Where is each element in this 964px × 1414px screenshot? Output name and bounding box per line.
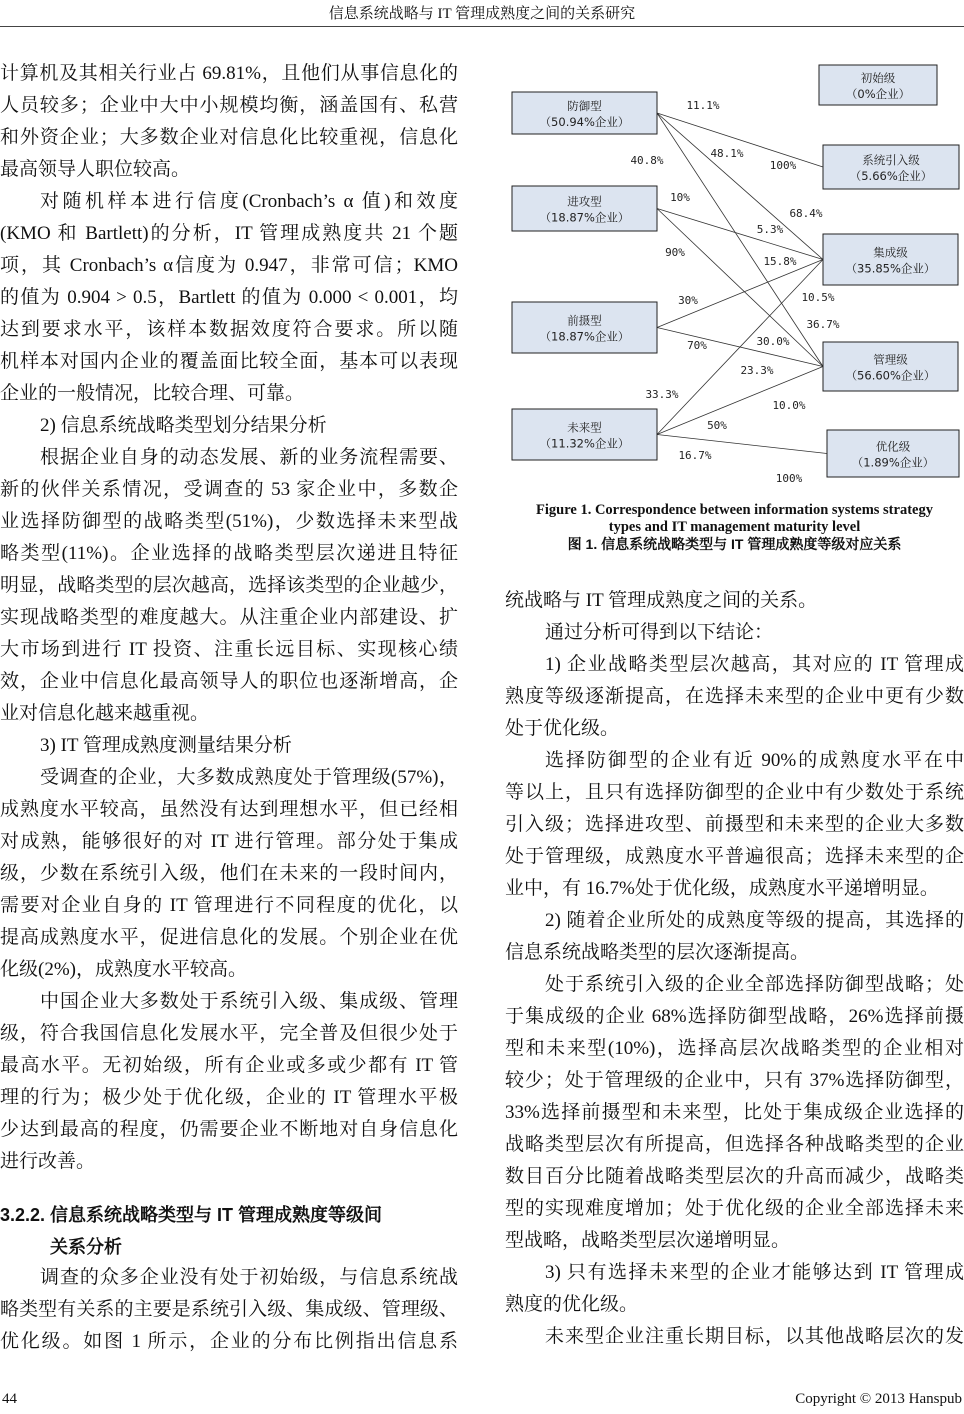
paragraph [505, 1257, 964, 1321]
paragraph [0, 730, 458, 762]
edge-percentage-label: 23.3% [740, 364, 774, 377]
box-name: 进攻型 [567, 194, 602, 209]
strategy-type-box [512, 186, 657, 231]
edge-percentage-label: 10.5% [801, 291, 835, 304]
right-column-body [505, 585, 964, 1353]
box-name: 未来型 [567, 420, 602, 435]
left-column-continued [0, 1262, 458, 1358]
text-line: 进行改善。 [0, 1151, 96, 1172]
edge-percentage-label: 90% [665, 246, 685, 259]
paragraph [505, 585, 964, 617]
box-share: （11.32%企业） [539, 436, 630, 451]
text-line: 业中，有 16.7%处于优化级，成熟度水平递增明显。 [505, 878, 939, 899]
text-line: 型和未来型(10%)，选择高层次战略类型的企业相对 [505, 1038, 964, 1059]
text-line: 和外资企业；大多数企业对信息化比较重视，信息化 [0, 127, 458, 148]
box-name: 管理级 [873, 352, 908, 367]
edge-percentage-label: 16.7% [678, 449, 712, 462]
edge-percentage-label: 30% [678, 294, 698, 307]
text-line: 熟度等级逐渐提高，在选择未来型的企业中更有少数 [505, 686, 964, 707]
box-name: 防御型 [567, 99, 602, 113]
caption-en-line1: Figure 1. Correspondence between information systems strategy [536, 502, 933, 518]
text-line: 人员较多；企业中大中小规模均衡，涵盖国有、私营 [0, 95, 458, 116]
paragraph [505, 617, 964, 649]
box-share: （35.85%企业） [845, 261, 936, 276]
text-line: 最高领导人职位较高。 [0, 159, 191, 180]
text-line: 处于优化级。 [505, 718, 620, 739]
text-line: 新的伙伴关系情况，受调查的 53 家企业中，多数企 [0, 479, 458, 500]
edge-percentage-label: 40.8% [630, 154, 664, 167]
text-line: 略类型(11%)。企业选择的战略类型层次递进且特征 [0, 543, 458, 564]
text-line: 型的实现难度增加；处于优化级的企业全部选择未来 [505, 1198, 964, 1219]
text-line: 对随机样本进行信度(Cronbach’s α 值)和效度 [40, 191, 458, 212]
text-line: 受调查的企业，大多数成熟度处于管理级(57%)， [40, 767, 458, 788]
caption-en-line2: types and IT management maturity level [608, 519, 861, 535]
edge-percentage-label: 11.1% [686, 99, 720, 112]
text-line: 理的行为；极少处于优化级，企业的 IT 管理水平极 [0, 1087, 458, 1108]
relation-edge [657, 209, 823, 367]
text-line: 统战略与 IT 管理成熟度之间的关系。 [505, 590, 818, 611]
text-line: 调查的众多企业没有处于初始级，与信息系统战 [40, 1267, 458, 1288]
section-heading-line2: 关系分析 [50, 1237, 122, 1257]
maturity-level-box [823, 234, 958, 285]
text-line: 企业的一般情况，比较合理、可靠。 [0, 383, 305, 404]
text-line: 项，其 Cronbach’s α信度为 0.947，非常可信；KMO [0, 255, 458, 276]
text-line: 通过分析可得到以下结论： [545, 622, 774, 643]
text-line: 的值为 0.904 > 0.5，Bartlett 的值为 0.000 < 0.001，均 [0, 287, 458, 308]
text-line: 1) 企业战略类型层次越高，其对应的 IT 管理成 [545, 654, 964, 675]
running-head: 信息系统战略与 IT 管理成熟度之间的关系研究 [328, 6, 636, 22]
edge-percentage-label: 70% [687, 339, 707, 352]
page-number: 44 [2, 1391, 17, 1407]
box-share: （56.60%企业） [845, 368, 936, 383]
text-line: 型战略，战略类型层次递增明显。 [505, 1230, 791, 1251]
figure-1-diagram [0, 0, 964, 500]
section-heading-line1: 3.2.2. 信息系统战略类型与 IT 管理成熟度等级间 [0, 1205, 383, 1225]
box-share: （5.66%企业） [849, 169, 933, 183]
box-share: （1.89%企业） [851, 455, 935, 470]
edge-percentage-label: 10% [670, 191, 690, 204]
paragraph [505, 1321, 964, 1353]
text-line: 引入级；选择进攻型、前摄型和未来型的企业大多数 [505, 814, 964, 835]
edge-percentage-label: 33.3% [645, 388, 679, 401]
box-share: （50.94%企业） [539, 115, 630, 129]
box-share: （0%企业） [845, 87, 911, 101]
paragraph [0, 1262, 458, 1358]
edge-percentage-label: 10.0% [772, 399, 806, 412]
text-line: 明显，战略类型的层次越高，选择该类型的企业越少， [0, 575, 458, 596]
text-line: 略类型有关系的主要是系统引入级、集成级、管理级、 [0, 1299, 458, 1320]
figure-caption [505, 502, 964, 553]
edge-percentage-label: 48.1% [710, 147, 744, 160]
text-line: 3) IT 管理成熟度测量结果分析 [40, 735, 292, 756]
text-line: 对成熟，能够很好的对 IT 进行管理。部分处于集成 [0, 831, 458, 852]
maturity-level-box [823, 145, 959, 189]
paragraph [505, 745, 964, 905]
box-name: 系统引入级 [862, 153, 920, 167]
text-line: 业选择防御型的战略类型(51%)，少数选择未来型战 [0, 511, 458, 532]
text-line: 较少；处于管理级的企业中，只有 37%选择防御型， [505, 1070, 964, 1091]
paragraph [505, 905, 964, 969]
text-line: 选择防御型的企业有近 90%的成熟度水平在中 [545, 750, 964, 771]
text-line: 少达到最高的程度，仍需要企业不断地对自身信息化 [0, 1119, 458, 1140]
strategy-type-box [512, 302, 657, 353]
paragraph [0, 986, 458, 1178]
edge-percentage-label: 50% [707, 419, 727, 432]
text-line: 效，企业中信息化最高领导人的职位也逐渐增高，企 [0, 671, 458, 692]
text-line: 优化级。如图 1 所示，企业的分布比例指出信息系 [0, 1331, 458, 1352]
text-line: 机样本对国内企业的覆盖面比较全面，基本可以表现 [0, 351, 458, 372]
edge-percentage-label: 15.8% [763, 255, 797, 268]
box-name: 集成级 [873, 245, 908, 260]
box-share: （18.87%企业） [539, 329, 630, 344]
edge-percentage-label: 30.0% [756, 335, 790, 348]
text-line: 3) 只有选择未来型的企业才能够达到 IT 管理成 [545, 1262, 964, 1283]
edge-percentage-label: 100% [775, 472, 803, 485]
box-name: 前摄型 [567, 313, 602, 328]
edge-percentage-label: 5.3% [756, 223, 784, 236]
edge-percentage-label: 68.4% [789, 207, 823, 220]
text-line: 实现战略类型的难度越大。从注重企业内部建设、扩 [0, 607, 458, 628]
maturity-level-box [819, 65, 937, 105]
strategy-type-box [512, 409, 657, 460]
text-line: 提高成熟度水平，促进信息化的发展。个别企业在优 [0, 927, 458, 948]
text-line: 级，少数在系统引入级，他们在未来的一段时间内， [0, 863, 458, 884]
paragraph [0, 762, 458, 986]
text-line: 达到要求水平，该样本数据效度符合要求。所以随 [0, 319, 458, 340]
box-name: 优化级 [875, 439, 911, 454]
relation-edge [657, 113, 823, 260]
text-line: 处于系统引入级的企业全部选择防御型战略；处 [545, 974, 964, 995]
text-line: 计算机及其相关行业占 69.81%，且他们从事信息化的 [0, 63, 458, 84]
maturity-level-box [827, 430, 959, 477]
text-line: 于集成级的企业 68%选择防御型战略，26%选择前摄 [505, 1006, 964, 1027]
text-line: 最高水平。无初始级，所有企业或多或少都有 IT 管 [0, 1055, 458, 1076]
text-line: 等以上，且只有选择防御型的企业中有少数处于系统 [505, 782, 964, 803]
box-share: （18.87%企业） [539, 210, 630, 225]
text-line: 业对信息化越来越重视。 [0, 703, 210, 724]
text-line: 熟度的优化级。 [505, 1294, 639, 1315]
paragraph [505, 649, 964, 745]
text-line: 33%选择前摄型和未来型，比处于集成级企业选择的 [505, 1102, 964, 1123]
text-line: 成熟度水平较高，虽然没有达到理想水平，但已经相 [0, 799, 458, 820]
text-line: 需要对企业自身的 IT 管理进行不同程度的优化，以 [0, 895, 458, 916]
text-line: 大市场到进行 IT 投资、注重长远目标、实现核心绩 [0, 639, 458, 660]
text-line: 根据企业自身的动态发展、新的业务流程需要、 [40, 447, 458, 468]
text-line: 信息系统战略类型的层次逐渐提高。 [505, 942, 810, 963]
text-line: (KMO 和 Bartlett)的分析，IT 管理成熟度共 21 个题 [0, 223, 458, 244]
text-line: 处于管理级，成熟度水平普遍很高；选择未来型的企 [505, 846, 964, 867]
paragraph [505, 969, 964, 1257]
text-line: 2) 信息系统战略类型划分结果分析 [40, 415, 327, 436]
text-line: 未来型企业注重长期目标，以其他战略层次的发 [545, 1326, 964, 1347]
text-line: 战略类型层次有所提高，但选择各种战略类型的企业 [505, 1134, 964, 1155]
edge-percentage-label: 100% [769, 159, 797, 172]
text-line: 中国企业大多数处于系统引入级、集成级、管理 [40, 991, 458, 1012]
box-name: 初始级 [860, 71, 896, 85]
edge-percentage-label: 36.7% [806, 318, 840, 331]
section-heading [0, 1199, 460, 1263]
text-line: 数目百分比随着战略类型层次的升高而减少，战略类 [505, 1166, 964, 1187]
text-line: 级，符合我国信息化发展水平，完全普及但很少处于 [0, 1023, 458, 1044]
maturity-level-box [823, 342, 958, 391]
text-line: 化级(2%)，成熟度水平较高。 [0, 959, 247, 980]
strategy-type-box [512, 92, 657, 134]
copyright: Copyright © 2013 Hanspub [795, 1391, 962, 1407]
caption-zh: 图 1. 信息系统战略类型与 IT 管理成熟度等级对应关系 [567, 536, 902, 552]
text-line: 2) 随着企业所处的成熟度等级的提高，其选择的 [545, 910, 964, 931]
